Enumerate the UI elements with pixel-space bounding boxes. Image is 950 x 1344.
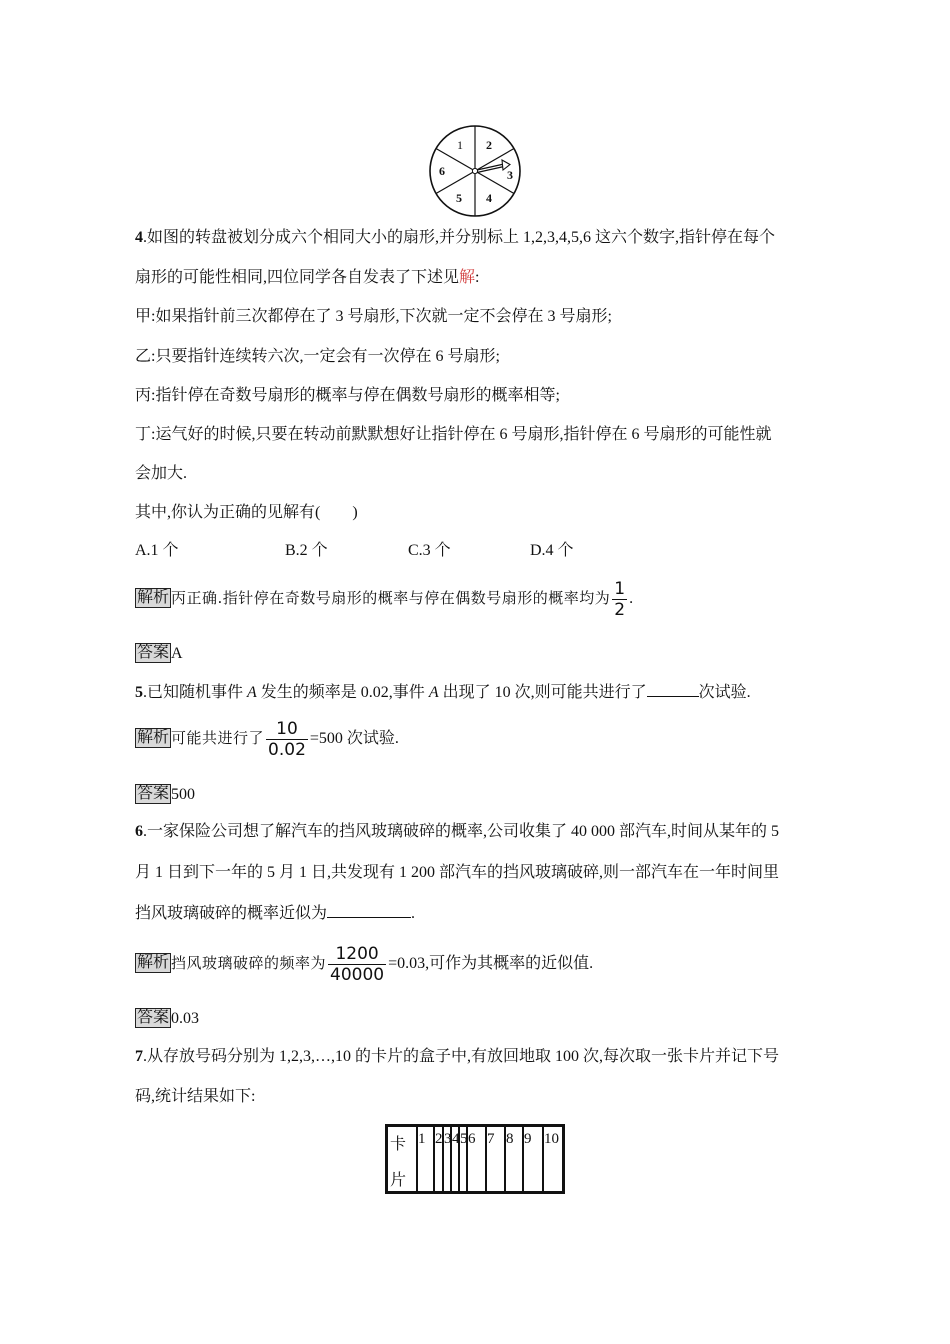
q6-number: 6 [135,823,143,840]
q4-statement-bing: 丙:指针停在奇数号扇形的概率与停在偶数号扇形的概率相等; [135,387,560,404]
table-column-header: 4 [450,1127,460,1191]
q7-stem-line2: 码,统计结果如下: [135,1088,256,1105]
table-column-header: 6 [466,1127,487,1191]
q4-stem-line2: 扇形的可能性相同,四位同学各自发表了下述见解: [135,269,480,286]
q5-analysis: 解析 可能共进行了 $\frac{10}{0.02}$ =500 次试验. [137,718,399,760]
q4-stem-line1: 4.如图的转盘被划分成六个相同大小的扇形,并分别标上 1,2,3,4,5,6 这六个数字,指针停在每个 [135,229,776,246]
q4-statement-ding-line2: 会加大. [135,465,188,482]
fraction: $\frac{1}{2}$ [614,578,626,620]
table-column-header: 1 [416,1127,435,1191]
sector-label: 6 [439,164,445,178]
analysis-tag: 解析 [137,729,170,746]
q6-stem-line3: 挡风玻璃破碎的概率近似为 . [135,905,416,922]
analysis-tag: 解析 [137,589,170,606]
table-column-header: 3 [442,1127,452,1191]
q6-analysis: 解析 挡风玻璃破碎的频率为 $\frac{1200}{40000}$ =0.03,可作为其概率的近似值. [137,943,594,985]
q4-option-c: C.3 个 [408,542,451,559]
card-count-table [385,1124,565,1194]
answer-tag: 答案 [137,1009,170,1026]
table-column-header: 5 [458,1127,468,1191]
analysis-tag: 解析 [137,954,170,971]
fraction: $\frac{10}{0.02}$ [268,718,306,760]
sector-label: 1 [457,138,463,152]
q4-answer: 答案 A [137,644,183,662]
q4-option-b: B.2 个 [285,542,328,559]
q7-stem-line1: 7.从存放号码分别为 1,2,3,…,10 的卡片的盒子中,有放回地取 100 次,每次取一张卡片并记下号 [135,1048,780,1065]
table-column-header: 7 [485,1127,506,1191]
q4-statement-jia: 甲:如果指针前三次都停在了 3 号扇形,下次就一定不会停在 3 号扇形; [135,308,612,325]
q4-option-a: A.1 个 [135,542,179,559]
q5-number: 5 [135,684,143,701]
q6-stem-line2: 月 1 日到下一年的 5 月 1 日,共发现有 1 200 部汽车的挡风玻璃破碎,则一部汽车在一年时间里 [135,864,780,881]
table-column-header: 9 [522,1127,544,1191]
q5-stem: 5.已知随机事件 A 发生的频率是 0.02,事件 A 出现了 10 次,则可能共进行了 次试验. [135,684,751,701]
sector-label: 3 [507,168,513,182]
q7-number: 7 [135,1048,143,1065]
q6-stem-line1: 6.一家保险公司想了解汽车的挡风玻璃破碎的概率,公司收集了 40 000 部汽车,时间从某年的 5 [135,823,780,840]
sector-label: 4 [486,191,492,205]
q6-answer: 答案 0.03 [137,1009,200,1027]
table-header-cell: 卡 片 [390,1136,407,1189]
q4-analysis: 解析 丙正确.指针停在奇数号扇形的概率与停在偶数号扇形的概率均为 $\frac{1}{2}$ . [137,578,634,620]
sector-label: 5 [456,191,462,205]
answer-tag: 答案 [137,644,170,661]
answer-blank [327,903,411,918]
table-column-header: 10 [542,1127,562,1191]
table-column-header: 8 [504,1127,524,1191]
q4-question: 其中,你认为正确的见解有( ) [135,504,358,521]
spinner-wheel-figure [428,124,522,218]
answer-tag: 答案 [137,785,170,802]
sector-label: 2 [486,138,492,152]
q4-statement-ding-line1: 丁:运气好的时候,只要在转动前默默想好让指针停在 6 号扇形,指针停在 6 号扇形的可能性就 [135,426,772,443]
q5-answer: 答案 500 [137,785,196,803]
q4-statement-yi: 乙:只要指针连续转六次,一定会有一次停在 6 号扇形; [135,348,500,365]
q4-option-d: D.4 个 [530,542,574,559]
q4-number: 4 [135,229,143,246]
q4-highlight-word: 解 [459,269,476,286]
fraction: $\frac{1200}{40000}$ [330,943,385,985]
answer-blank [647,682,699,697]
table-column-header: 2 [433,1127,444,1191]
